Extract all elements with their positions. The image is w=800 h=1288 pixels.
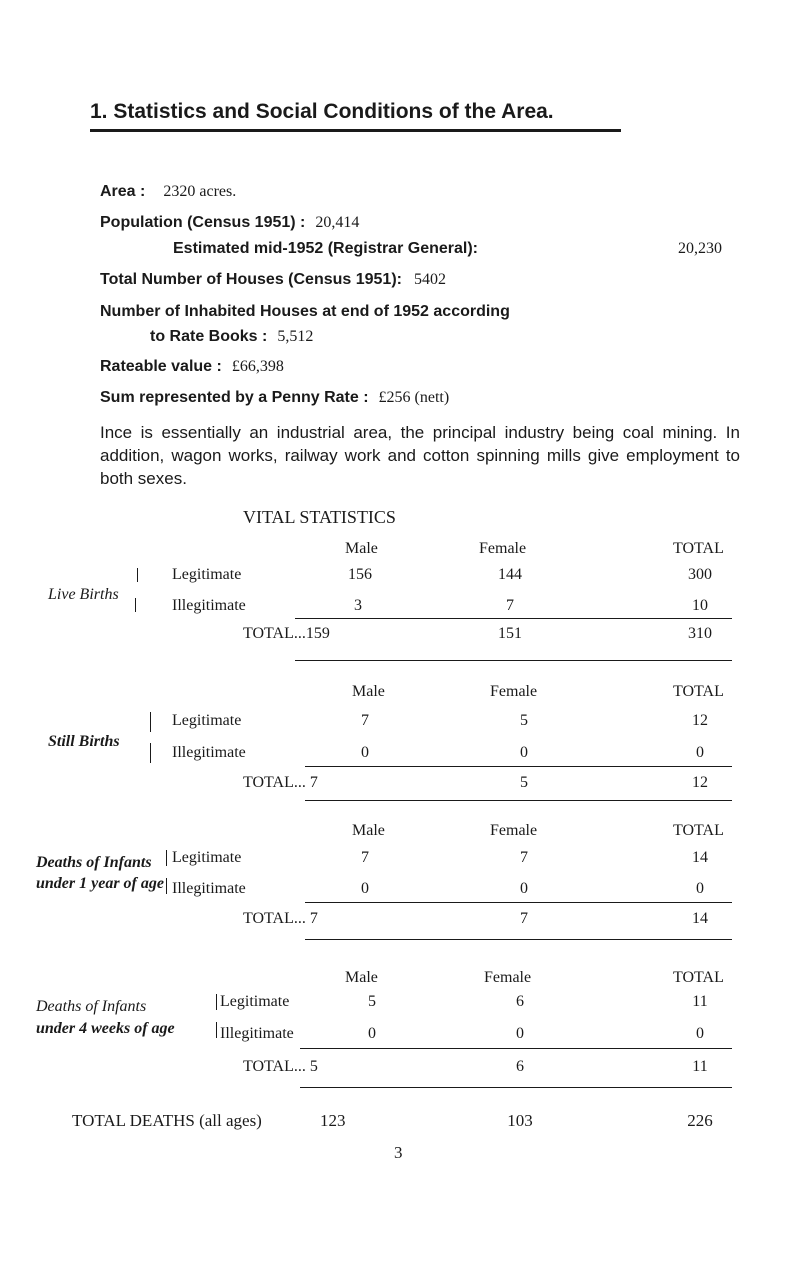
area-line: [100, 183, 236, 201]
illegitimate-male: 3: [354, 597, 362, 614]
illegitimate-total: 0: [696, 880, 704, 897]
inhabited-line2: [150, 328, 313, 346]
group-label-line1: Deaths of Infants: [36, 854, 152, 871]
total-female: 151: [498, 625, 522, 642]
col-total: TOTAL: [673, 969, 724, 986]
group-brace-top: [216, 994, 217, 1010]
legitimate-total: 11: [692, 993, 708, 1010]
total-female: 6: [516, 1058, 524, 1075]
page-title: 1. Statistics and Social Conditions of the Area.: [90, 100, 554, 123]
group-brace-bottom: [216, 1022, 217, 1038]
penny-rate-value: £256 (nett): [378, 389, 450, 406]
group-label-line1: Deaths of Infants: [36, 998, 147, 1015]
title-underline: [90, 129, 621, 132]
legitimate-label: Legitimate: [172, 849, 242, 866]
group-brace-top: [166, 850, 167, 866]
col-female: Female: [490, 683, 538, 700]
total-rule: [295, 660, 732, 661]
legitimate-label: Legitimate: [220, 993, 290, 1010]
illegitimate-label: Illegitimate: [172, 597, 246, 614]
illegitimate-male: 0: [361, 744, 369, 761]
page-number: 3: [394, 1143, 403, 1162]
legitimate-label: Legitimate: [172, 712, 242, 729]
legitimate-female: 6: [516, 993, 524, 1010]
legitimate-female: 5: [520, 712, 528, 729]
legitimate-male: 5: [368, 993, 376, 1010]
rateable-label: Rateable value :: [100, 358, 222, 375]
col-female: Female: [484, 969, 532, 986]
subtotal-rule: [305, 766, 732, 767]
col-total: TOTAL: [673, 540, 724, 557]
subtotal-rule: [295, 618, 732, 619]
rateable-value: £66,398: [231, 358, 284, 375]
col-total: TOTAL: [673, 822, 724, 839]
houses-label: Total Number of Houses (Census 1951):: [100, 271, 402, 288]
population-census-value: 20,414: [315, 214, 360, 231]
illegitimate-total: 0: [696, 1025, 704, 1042]
rateable-line: [100, 358, 284, 376]
legitimate-male: 7: [361, 849, 369, 866]
illegitimate-male: 0: [368, 1025, 376, 1042]
total-label: TOTAL... 7: [243, 910, 318, 927]
total-label: TOTAL... 5: [243, 1058, 318, 1075]
total-label: TOTAL...159: [243, 625, 330, 642]
group-label-line2: under 4 weeks of age: [36, 1020, 175, 1037]
total-deaths-male: 123: [320, 1111, 346, 1130]
area-label: Area :: [100, 183, 146, 200]
total-female: 7: [520, 910, 528, 927]
col-female: Female: [490, 822, 538, 839]
total-total: 310: [688, 625, 712, 642]
illegitimate-female: 0: [520, 880, 528, 897]
total-label: TOTAL... 7: [243, 774, 318, 791]
legitimate-female: 144: [498, 566, 522, 583]
col-male: Male: [352, 822, 385, 839]
subtotal-rule: [305, 902, 732, 903]
total-total: 11: [692, 1058, 708, 1075]
group-label: Still Births: [48, 733, 120, 750]
population-estimate-label: Estimated mid-1952 (Registrar General):: [173, 240, 478, 257]
legitimate-male: 156: [348, 566, 372, 583]
illegitimate-total: 10: [692, 597, 708, 614]
subtotal-rule: [300, 1048, 732, 1049]
houses-line: [100, 271, 446, 289]
population-estimate-value: 20,230: [678, 240, 722, 257]
illegitimate-female: 7: [506, 597, 514, 614]
total-total: 12: [692, 774, 708, 791]
area-value: 2320 acres.: [163, 183, 237, 200]
inhabited-label: to Rate Books :: [150, 328, 268, 345]
illegitimate-label: Illegitimate: [172, 744, 246, 761]
total-deaths-female: 103: [507, 1111, 533, 1130]
group-brace-top: [137, 568, 138, 582]
population-line: [100, 214, 359, 232]
total-rule: [305, 939, 732, 940]
legitimate-total: 300: [688, 566, 712, 583]
total-deaths-label: TOTAL DEATHS (all ages): [72, 1111, 262, 1130]
col-total: TOTAL: [673, 683, 724, 700]
col-male: Male: [352, 683, 385, 700]
total-female: 5: [520, 774, 528, 791]
group-brace-bottom: [135, 598, 136, 612]
legitimate-male: 7: [361, 712, 369, 729]
illegitimate-male: 0: [361, 880, 369, 897]
col-female: Female: [479, 540, 527, 557]
legitimate-label: Legitimate: [172, 566, 242, 583]
group-label-line2: under 1 year of age: [36, 875, 164, 892]
legitimate-female: 7: [520, 849, 528, 866]
description-paragraph: Ince is essentially an industrial area, the principal industry being coal mining. In addition, wagon works, railway work and cotton spinning mills give employment to both sexes.: [100, 423, 740, 488]
legitimate-total: 12: [692, 712, 708, 729]
total-total: 14: [692, 910, 708, 927]
illegitimate-female: 0: [516, 1025, 524, 1042]
illegitimate-label: Illegitimate: [172, 880, 246, 897]
legitimate-total: 14: [692, 849, 708, 866]
inhabited-line1: Number of Inhabited Houses at end of 1952 according: [100, 303, 510, 320]
col-male: Male: [345, 540, 378, 557]
col-male: Male: [345, 969, 378, 986]
illegitimate-label: Illegitimate: [220, 1025, 294, 1042]
houses-value: 5402: [413, 271, 446, 288]
penny-rate-label: Sum represented by a Penny Rate :: [100, 389, 369, 406]
illegitimate-female: 0: [520, 744, 528, 761]
illegitimate-total: 0: [696, 744, 704, 761]
group-brace-bottom: [166, 878, 167, 894]
penny-rate-line: [100, 389, 449, 407]
group-label: Live Births: [48, 586, 119, 603]
total-rule: [300, 1087, 732, 1088]
group-brace-bottom: [150, 743, 151, 763]
group-brace-top: [150, 712, 151, 732]
inhabited-value: 5,512: [277, 328, 314, 345]
vital-statistics-heading: VITAL STATISTICS: [243, 507, 396, 527]
total-deaths-total: 226: [687, 1111, 713, 1130]
population-label: Population (Census 1951) :: [100, 214, 306, 231]
total-rule: [305, 800, 732, 801]
